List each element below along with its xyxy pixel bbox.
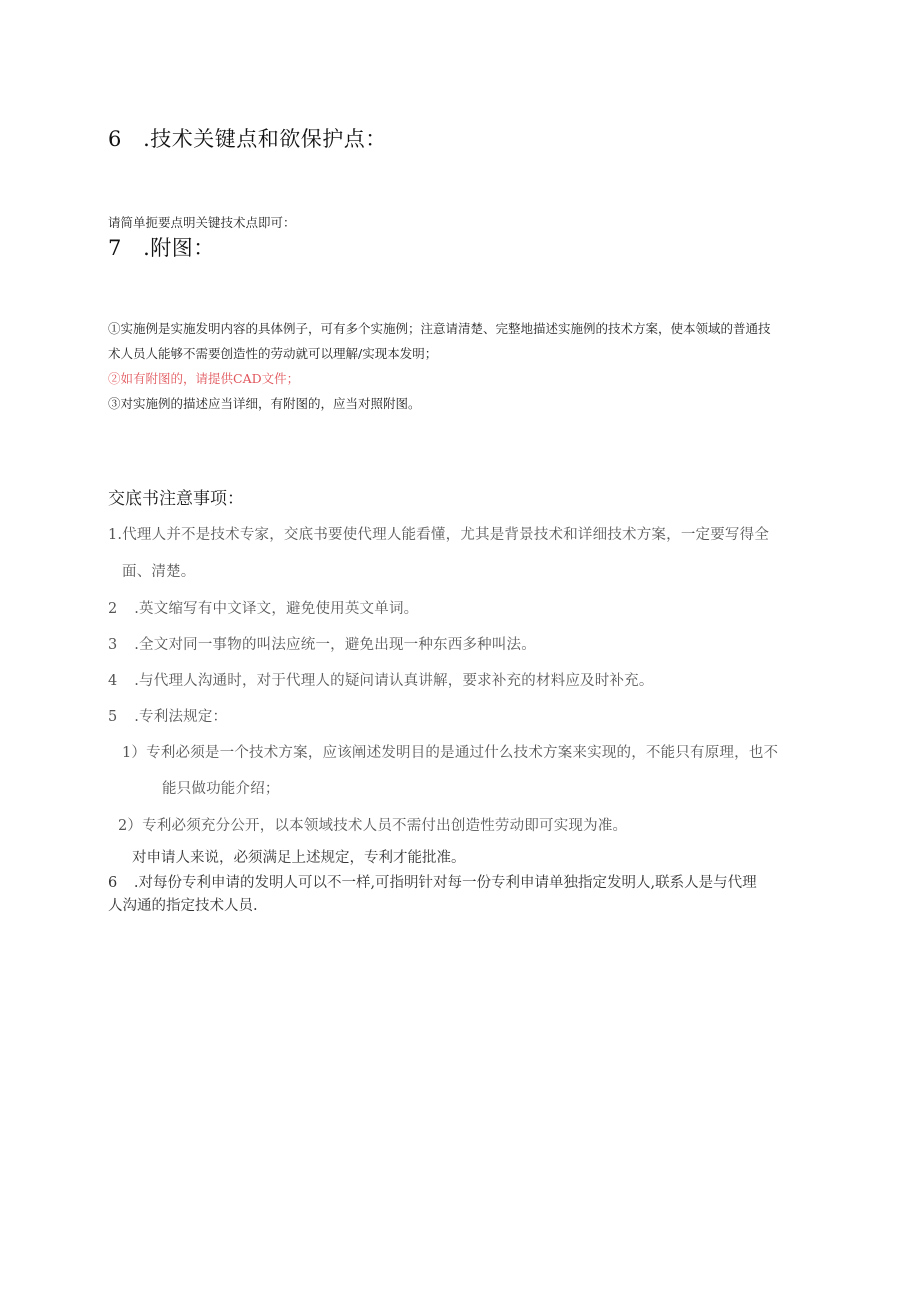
note-item-4-number: 4	[108, 673, 118, 689]
note-item-2	[108, 597, 418, 618]
note-item-3-number: 3	[108, 637, 118, 653]
heading-6-text: .技术关键点和欲保护点：	[143, 127, 387, 151]
note-item-3-text: .全文对同一事物的叫法应统一，避免出现一种东西多种叫法。	[134, 637, 536, 653]
note-sub-1-line-2: 能只做功能介绍；	[162, 781, 280, 797]
note-item-1-line-2: 面、清楚。	[122, 564, 196, 580]
note-item-6-line-1	[108, 871, 757, 892]
heading-7	[108, 232, 215, 262]
note-item-2-number: 2	[108, 601, 118, 617]
note-item-5-number: 5	[108, 709, 118, 725]
note-item-4-text: .与代理人沟通时，对于代理人的疑问请认真讲解，要求补充的材料应及时补充。	[134, 673, 654, 689]
note-conclusion: 对申请人来说，必须满足上述规定，专利才能批准。	[132, 850, 466, 866]
heading-6-number: 6	[108, 127, 122, 151]
note-item-1-line-1: 1.代理人并不是技术专家，交底书要使代理人能看懂，尤其是背景技术和详细技术方案，一定要写得全	[108, 527, 770, 543]
note-item-6-number: 6	[108, 875, 118, 891]
embodiment-line-4: ③对实施例的描述应当详细，有附图的，应当对照附图。	[108, 396, 421, 411]
heading-7-text: .附图：	[143, 236, 215, 260]
embodiment-line-1: ①实施例是实施发明内容的具体例子，可有多个实施例；注意请清楚、完整地描述实施例的技术方案，使本领域的普通技	[108, 321, 771, 336]
embodiment-line-3-cad: ②如有附图的，请提供CAD文件；	[108, 371, 300, 386]
note-item-2-text: .英文缩写有中文译文，避免使用英文单词。	[134, 601, 419, 617]
note-item-3	[108, 633, 536, 654]
heading-7-number: 7	[108, 236, 122, 260]
note-item-6-text: .对每份专利申请的发明人可以不一样,可指明针对每一份专利申请单独指定发明人,联系人是与代理	[133, 875, 757, 891]
key-points-hint: 请简单扼要点明关键技术点即可：	[108, 215, 296, 230]
notes-title: 交底书注意事项：	[108, 489, 244, 509]
note-item-5	[108, 705, 227, 726]
heading-6	[108, 123, 387, 153]
note-sub-2: 2）专利必须充分公开，以本领域技术人员不需付出创造性劳动即可实现为准。	[118, 818, 628, 834]
note-item-6-line-2: 人沟通的指定技术人员.	[108, 898, 258, 914]
note-item-4	[108, 669, 654, 690]
note-item-5-text: .专利法规定：	[134, 709, 228, 725]
embodiment-line-2: 术人员人能够不需要创造性的劳动就可以理解/实现本发明；	[108, 346, 438, 361]
note-sub-1-line-1: 1）专利必须是一个技术方案，应该阐述发明目的是通过什么技术方案来实现的，不能只有原理，也不	[122, 745, 779, 761]
